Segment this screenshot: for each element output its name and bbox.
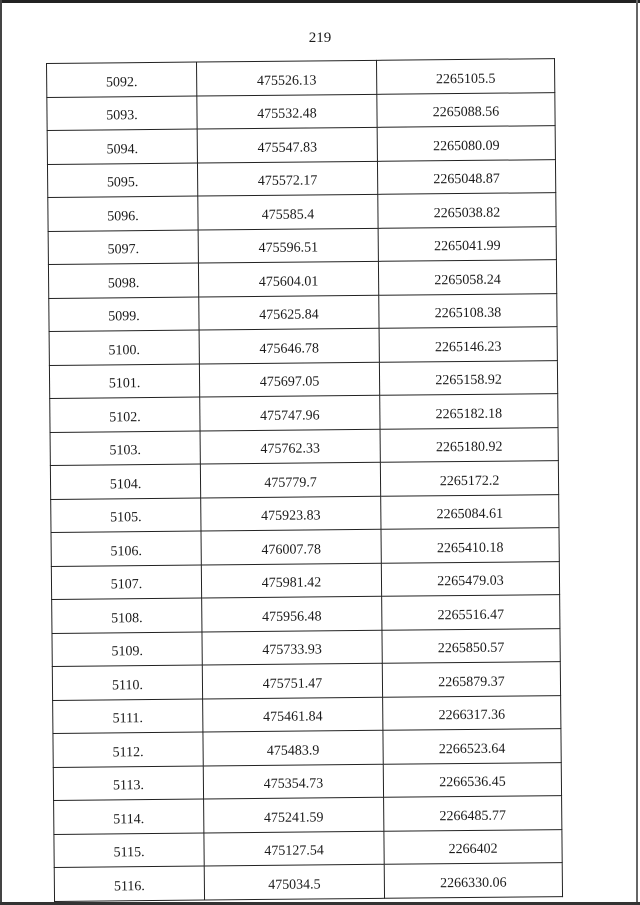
x-coordinate-cell: 475596.51 xyxy=(198,228,378,263)
x-coordinate-cell: 475923.83 xyxy=(201,496,381,531)
point-number-cell: 5106. xyxy=(51,531,201,566)
y-coordinate-cell: 2266536.45 xyxy=(383,762,561,797)
x-coordinate-cell: 475646.78 xyxy=(199,328,379,363)
coordinates-table-body xyxy=(47,59,563,901)
table-row xyxy=(54,863,562,901)
table-row xyxy=(47,159,555,197)
x-coordinate-cell: 476007.78 xyxy=(201,529,381,564)
y-coordinate-cell: 2265180.92 xyxy=(380,427,558,462)
x-coordinate-cell: 475585.4 xyxy=(198,194,378,229)
table-row xyxy=(51,561,559,599)
y-coordinate-cell: 2265146.23 xyxy=(379,327,557,362)
point-number-cell: 5092. xyxy=(47,62,197,97)
y-coordinate-cell: 2265516.47 xyxy=(382,595,560,630)
table-row xyxy=(52,662,560,700)
y-coordinate-cell: 2265182.18 xyxy=(380,394,558,429)
y-coordinate-cell: 2266402 xyxy=(384,829,562,864)
table-row xyxy=(54,796,562,834)
x-coordinate-cell: 475532.48 xyxy=(197,94,377,129)
point-number-cell: 5101. xyxy=(49,364,199,399)
y-coordinate-cell: 2265038.82 xyxy=(378,193,556,228)
point-number-cell: 5105. xyxy=(51,498,201,533)
table-row xyxy=(52,628,560,666)
point-number-cell: 5113. xyxy=(53,766,203,801)
table-row xyxy=(49,293,557,331)
point-number-cell: 5115. xyxy=(54,833,204,868)
x-coordinate-cell: 475733.93 xyxy=(202,630,382,665)
y-coordinate-cell: 2265080.09 xyxy=(377,126,555,161)
x-coordinate-cell: 475779.7 xyxy=(200,462,380,497)
point-number-cell: 5111. xyxy=(53,699,203,734)
table-row xyxy=(49,327,557,365)
table-row xyxy=(51,494,559,532)
table-row xyxy=(52,595,560,633)
table-row xyxy=(47,59,555,97)
x-coordinate-cell: 475762.33 xyxy=(200,429,380,464)
x-coordinate-cell: 475956.48 xyxy=(202,596,382,631)
scan-edge-top xyxy=(0,0,640,3)
y-coordinate-cell: 2265172.2 xyxy=(380,461,558,496)
x-coordinate-cell: 475241.59 xyxy=(204,797,384,832)
x-coordinate-cell: 475625.84 xyxy=(199,295,379,330)
table-row xyxy=(53,695,561,733)
point-number-cell: 5114. xyxy=(54,799,204,834)
point-number-cell: 5099. xyxy=(49,297,199,332)
point-number-cell: 5108. xyxy=(52,598,202,633)
x-coordinate-cell: 475572.17 xyxy=(197,161,377,196)
x-coordinate-cell: 475751.47 xyxy=(202,663,382,698)
y-coordinate-cell: 2265084.61 xyxy=(381,494,559,529)
y-coordinate-cell: 2266485.77 xyxy=(384,796,562,831)
point-number-cell: 5093. xyxy=(47,96,197,131)
table-row xyxy=(53,729,561,767)
point-number-cell: 5102. xyxy=(50,397,200,432)
y-coordinate-cell: 2265048.87 xyxy=(377,159,555,194)
scan-edge-left xyxy=(0,0,2,905)
y-coordinate-cell: 2266317.36 xyxy=(383,695,561,730)
table-row xyxy=(50,394,558,432)
point-number-cell: 5094. xyxy=(47,129,197,164)
point-number-cell: 5096. xyxy=(48,196,198,231)
point-number-cell: 5104. xyxy=(50,464,200,499)
y-coordinate-cell: 2265108.38 xyxy=(379,293,557,328)
table-row xyxy=(47,92,555,130)
point-number-cell: 5109. xyxy=(52,632,202,667)
x-coordinate-cell: 475981.42 xyxy=(201,563,381,598)
x-coordinate-cell: 475483.9 xyxy=(203,730,383,765)
point-number-cell: 5103. xyxy=(50,431,200,466)
y-coordinate-cell: 2265041.99 xyxy=(378,226,556,261)
point-number-cell: 5112. xyxy=(53,732,203,767)
y-coordinate-cell: 2265850.57 xyxy=(382,628,560,663)
y-coordinate-cell: 2265058.24 xyxy=(378,260,556,295)
x-coordinate-cell: 475604.01 xyxy=(198,261,378,296)
y-coordinate-cell: 2265105.5 xyxy=(376,59,554,94)
y-coordinate-cell: 2266330.06 xyxy=(384,863,562,898)
table-row xyxy=(50,427,558,465)
scan-edge-right xyxy=(636,0,638,905)
y-coordinate-cell: 2265088.56 xyxy=(377,92,555,127)
table-row xyxy=(47,126,555,164)
x-coordinate-cell: 475354.73 xyxy=(203,764,383,799)
x-coordinate-cell: 475547.83 xyxy=(197,127,377,162)
point-number-cell: 5098. xyxy=(48,263,198,298)
table-row xyxy=(48,226,556,264)
table-row xyxy=(50,461,558,499)
table-row xyxy=(54,829,562,867)
y-coordinate-cell: 2265158.92 xyxy=(379,360,557,395)
point-number-cell: 5116. xyxy=(54,866,204,901)
coordinates-table xyxy=(46,58,563,901)
table-row xyxy=(48,260,556,298)
x-coordinate-cell: 475127.54 xyxy=(204,831,384,866)
x-coordinate-cell: 475526.13 xyxy=(196,60,376,95)
y-coordinate-cell: 2265410.18 xyxy=(381,528,559,563)
point-number-cell: 5107. xyxy=(51,565,201,600)
table-row xyxy=(51,528,559,566)
x-coordinate-cell: 475461.84 xyxy=(203,697,383,732)
y-coordinate-cell: 2265479.03 xyxy=(381,561,559,596)
x-coordinate-cell: 475034.5 xyxy=(204,864,384,899)
y-coordinate-cell: 2265879.37 xyxy=(382,662,560,697)
point-number-cell: 5100. xyxy=(49,330,199,365)
point-number-cell: 5110. xyxy=(52,665,202,700)
point-number-cell: 5097. xyxy=(48,230,198,265)
coordinates-table-wrapper xyxy=(46,58,562,901)
x-coordinate-cell: 475697.05 xyxy=(199,362,379,397)
page-number: 219 xyxy=(308,30,332,46)
x-coordinate-cell: 475747.96 xyxy=(200,395,380,430)
table-row xyxy=(53,762,561,800)
table-row xyxy=(48,193,556,231)
y-coordinate-cell: 2266523.64 xyxy=(383,729,561,764)
table-row xyxy=(49,360,557,398)
point-number-cell: 5095. xyxy=(47,163,197,198)
